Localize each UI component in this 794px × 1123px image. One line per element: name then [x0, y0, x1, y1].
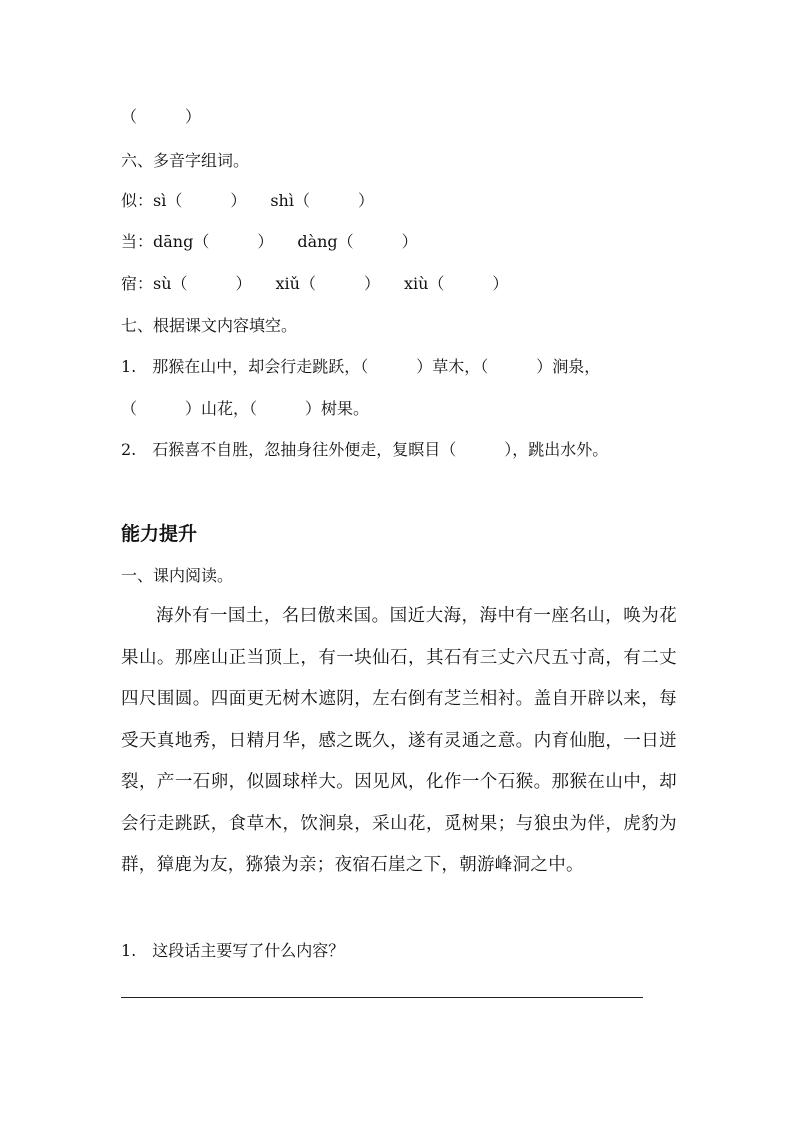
fill-blank-2: 2. 石猴喜不自胜，忽抽身往外便走，复瞑目（ ），跳出水外。	[121, 440, 609, 459]
answer-line[interactable]	[121, 997, 643, 998]
polyphone-su: 宿：sù（ ） xiǔ（ ） xiù（ ）	[121, 274, 509, 293]
exercise-seven-title: 七、根据课文内容填空。	[121, 316, 298, 335]
question-1: 1. 这段话主要写了什么内容？	[121, 941, 345, 960]
exercise-six-title: 六、多音字组词。	[121, 151, 250, 170]
polyphone-dang: 当：dāng（ ） dàng（ ）	[121, 232, 418, 251]
reading-subheading: 一、课内阅读。	[121, 566, 234, 585]
polyphone-si: 似：sì（ ） shì（ ）	[121, 191, 374, 210]
fill-blank-1-line1: 1. 那猴在山中，却会行走跳跃，（ ）草木，（ ）涧泉，	[121, 357, 601, 376]
blank-parentheses: （ ）	[121, 107, 202, 126]
section-heading: 能力提升	[121, 523, 198, 545]
reading-passage: 海外有一国土，名曰傲来国。国近大海，海中有一座名山，唤为花果山。那座山正当顶上，有一块仙石，其石有三丈六尺五寸高，有二丈四尺围圆。四面更无树木遮阴，左右倒有芝兰相衬。盖自开辟以来，每受天真地秀，日精月华，感之既久，遂有灵通之意。内育仙胞，一日迸裂，产一石卵，似圆球样大。因见风，化作一个石猴。那猴在山中，却会行走跳跃，食草木，饮涧泉，采山花，觅树果；与狼虫为伴，虎豹为群，獐鹿为友，猕猿为亲；夜宿石崖之下，朝游峰洞之中。	[121, 606, 677, 875]
fill-blank-1-line2: （ ）山花，（ ）树果。	[121, 399, 370, 418]
